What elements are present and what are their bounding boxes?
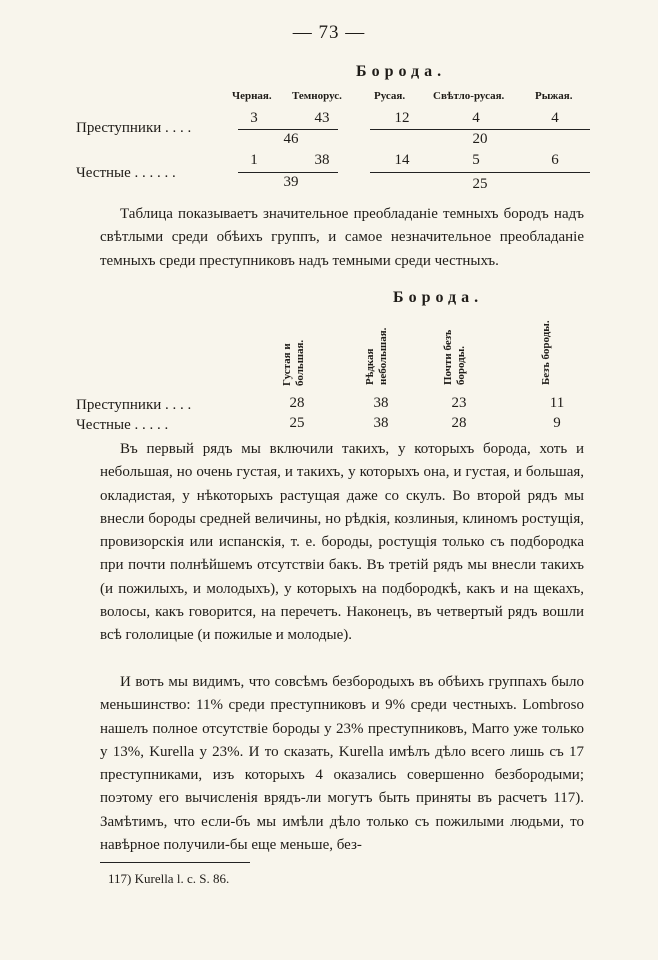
row-label-criminals: Преступники . . . .: [76, 397, 192, 413]
paragraph-1: [100, 203, 584, 273]
cell-value: 9: [553, 415, 561, 431]
dark-total: 39: [283, 174, 299, 190]
table2-title: Борода.: [393, 289, 484, 306]
page-number: — 73 —: [292, 22, 366, 43]
header-light-brown: Свѣтло-русая.: [433, 90, 505, 102]
light-total: 20: [472, 131, 488, 147]
cell-value: 14: [394, 152, 410, 168]
header-dark-brown: Темнорус.: [292, 90, 342, 102]
cell-value: 38: [373, 415, 389, 431]
header-thick-large: Густая и большая.: [281, 339, 306, 386]
cell-value: 43: [314, 110, 330, 126]
paragraph-2: [100, 438, 584, 648]
paragraph-text: Въ первый рядъ мы включили такихъ, у которыхъ борода, хоть и небольшая, но очень густая, и такихъ, у которыхъ она, и густая, и большая, окладистая, у нѣкоторыхъ растущая даже со скулъ. Во второй рядъ мы внесли бороды средней величины, но рѣдкія, козлиныя, клиномъ ростущія, провизорскія или испанскія, т. е. бороды, ростущія только съ подбородка при почти полнѣйшемъ отсутствіи бакъ. Въ третій рядъ мы внесли такихъ (и пожилыхъ, и молодыхъ), у которыхъ на подбородкѣ, какъ и на щекахъ, волосы, какъ говорится, на перечетъ. Наконецъ, въ четвертый рядъ вошли всѣ гололицые (и пожилые и молодые).: [100, 441, 584, 644]
cell-value: 28: [289, 395, 305, 411]
cell-value: 6: [551, 152, 559, 168]
cell-value: 4: [551, 110, 559, 126]
table1-title: Борода.: [356, 63, 447, 80]
cell-value: 28: [451, 415, 467, 431]
footnote: 117) Kurella l. c. S. 86.: [108, 871, 230, 886]
paragraph-text: И вотъ мы видимъ, что совсѣмъ безбородыхъ въ обѣихъ группахъ было меньшинство: 11% среди преступниковъ и 9% среди честныхъ. Lombroso нашелъ полное отсутствіе бороды у 23% преступниковъ, Marro уже только у 13%, Kurella у 23%. И то сказать, Kurella имѣлъ дѣло всего лишь съ 17 преступниками, изъ которыхъ 4 оказались совершенно безбородыми; поэтому его вычисленія врядъ-ли могутъ быть приняты въ расчетъ 117). Замѣтимъ, что если-бъ мы имѣли дѣло только съ пожилыми людьми, то навѣрное получили-бы еще меньше, без-: [100, 674, 584, 854]
cell-value: 5: [472, 152, 480, 168]
footnote-rule: [100, 862, 250, 863]
cell-value: 25: [289, 415, 305, 431]
header-brown: Русая.: [374, 90, 406, 102]
row-label-honest: Честные . . . . . .: [76, 165, 176, 181]
brace-line: [238, 129, 338, 130]
brace-line: [370, 129, 590, 130]
header-black: Черная.: [232, 90, 272, 102]
cell-value: 38: [373, 395, 389, 411]
row-label-honest: Честные . . . . .: [76, 417, 169, 433]
cell-value: 38: [314, 152, 330, 168]
brace-line: [238, 172, 338, 173]
cell-value: 3: [250, 110, 258, 126]
paragraph-3: [100, 671, 584, 857]
cell-value: 12: [394, 110, 410, 126]
dark-total: 46: [283, 131, 299, 147]
cell-value: 23: [451, 395, 467, 411]
light-total: 25: [472, 176, 488, 192]
header-almost-beardless: Почти безъ бороды.: [442, 329, 467, 385]
header-sparse-small: Рѣдкая небольшая.: [364, 327, 389, 385]
paragraph-text: Таблица показываетъ значительное преобладаніе темныхъ бородъ надъ свѣтлыми среди обѣихъ группъ, и самое незначительное преобладаніе темныхъ среди преступниковъ надъ темными среди честныхъ.: [100, 206, 584, 269]
cell-value: 4: [472, 110, 480, 126]
cell-value: 11: [549, 395, 565, 411]
brace-line: [370, 172, 590, 173]
row-label-criminals: Преступники . . . .: [76, 120, 192, 136]
header-beardless: Безъ бороды.: [540, 320, 552, 385]
cell-value: 1: [250, 152, 258, 168]
header-red: Рыжая.: [535, 90, 573, 102]
